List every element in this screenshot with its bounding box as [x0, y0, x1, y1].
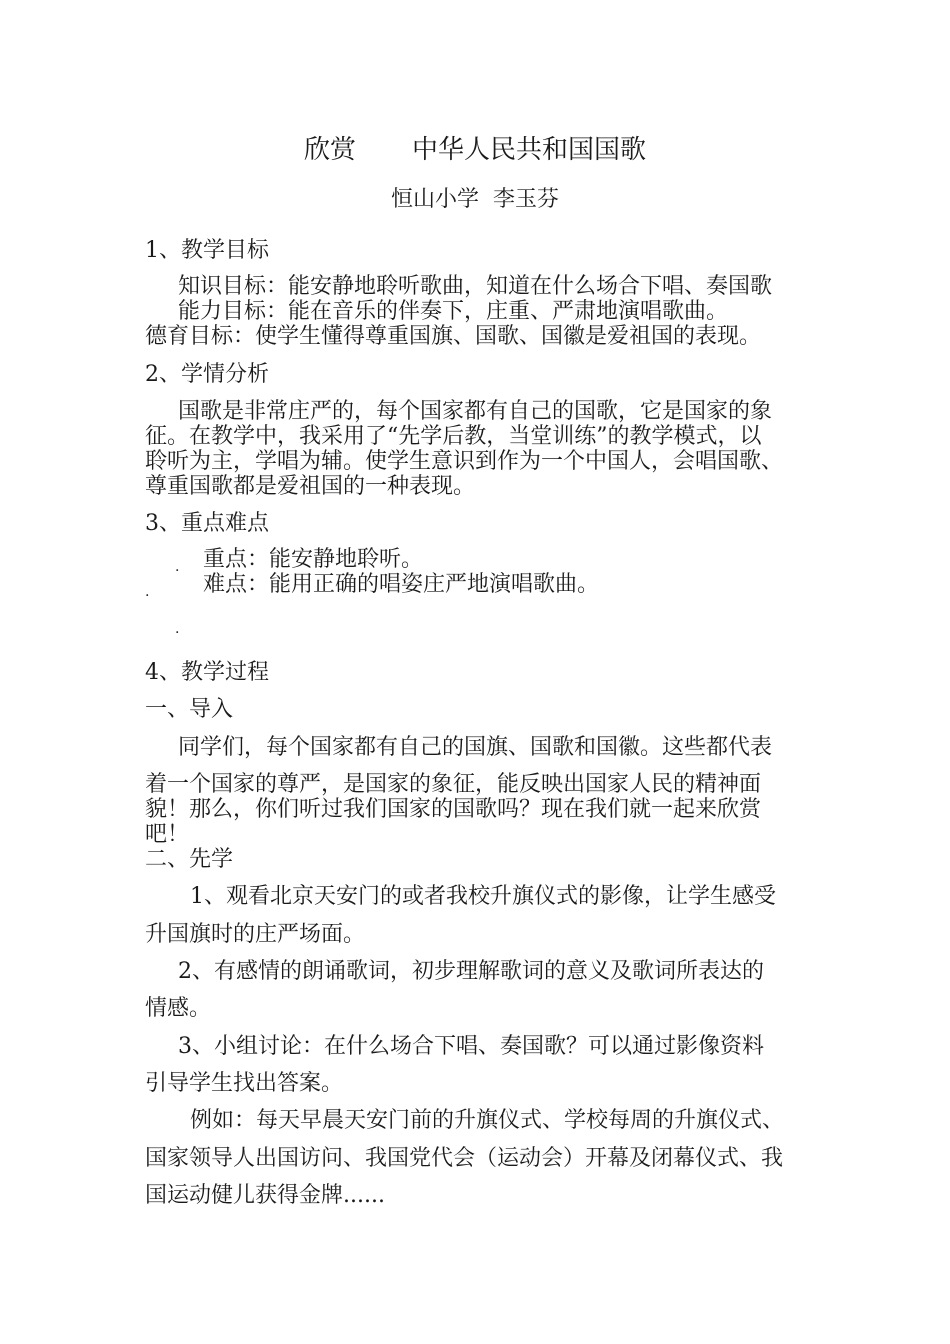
analysis-line-2: 征。在教学中，我采用了“先学后教，当堂训练”的教学模式，以: [145, 424, 762, 449]
analysis-line-1: 国歌是非常庄严的，每个国家都有自己的国歌，它是国家的象: [178, 399, 773, 424]
list-mark: .: [175, 559, 180, 575]
intro-line-2: 着一个国家的尊严，是国家的象征，能反映出国家人民的精神面: [145, 772, 762, 797]
title-part2: 中华人民共和国国歌: [412, 135, 647, 165]
list-mark: .: [145, 584, 150, 600]
analysis-line-3: 聆听为主，学唱为辅。使学生意识到作为一个中国人，会唱国歌、: [145, 449, 784, 474]
prelearn-heading: 二、先学: [145, 847, 234, 872]
title-part1: 欣赏: [303, 135, 356, 165]
step1-line-2: 升国旗时的庄严场面。: [145, 922, 366, 947]
section4-heading: 4、教学过程: [145, 660, 269, 685]
list-mark: .: [175, 621, 180, 637]
example-line-3: 国运动健儿获得金牌......: [145, 1183, 385, 1208]
knowledge-goal: 知识目标：能安静地聆听歌曲，知道在什么场合下唱、奏国歌: [178, 274, 773, 299]
section2-heading: 2、学情分析: [145, 362, 269, 387]
moral-goal: 德育目标：使学生懂得尊重国旗、国歌、国徽是爱祖国的表现。: [145, 324, 762, 349]
author-school: 恒山小学: [390, 187, 479, 212]
step1-line-1: 1、观看北京天安门的或者我校升旗仪式的影像，让学生感受: [190, 884, 776, 909]
example-line-2: 国家领导人出国访问、我国党代会（运动会）开幕及闭幕仪式、我: [145, 1146, 784, 1171]
author-name: 李玉芬: [493, 187, 560, 212]
step3-line-1: 3、小组讨论：在什么场合下唱、奏国歌？可以通过影像资料: [178, 1034, 764, 1059]
intro-line-3: 貌！那么，你们听过我们国家的国歌吗？现在我们就一起来欣赏: [145, 797, 762, 822]
section3-heading: 3、重点难点: [145, 511, 269, 536]
step2-line-2: 情感。: [145, 996, 212, 1021]
page-title: [0, 137, 950, 163]
example-line-1: 例如：每天早晨天安门前的升旗仪式、学校每周的升旗仪式、: [190, 1108, 785, 1133]
intro-heading: 一、导入: [145, 697, 234, 722]
intro-line-1: 同学们，每个国家都有自己的国旗、国歌和国徽。这些都代表: [178, 735, 773, 760]
section1-heading: 1、教学目标: [145, 238, 269, 263]
step2-line-1: 2、有感情的朗诵歌词，初步理解歌词的意义及歌词所表达的: [178, 959, 764, 984]
intro-line-4: 吧！: [145, 822, 190, 847]
step3-line-2: 引导学生找出答案。: [145, 1071, 344, 1096]
key-point: 重点：能安静地聆听。: [203, 547, 424, 572]
analysis-line-4: 尊重国歌都是爱祖国的一种表现。: [145, 474, 476, 499]
ability-goal: 能力目标：能在音乐的伴奏下，庄重、严肃地演唱歌曲。: [178, 299, 729, 324]
author-line: [0, 187, 950, 213]
difficult-point: 难点：能用正确的唱姿庄严地演唱歌曲。: [203, 572, 600, 597]
